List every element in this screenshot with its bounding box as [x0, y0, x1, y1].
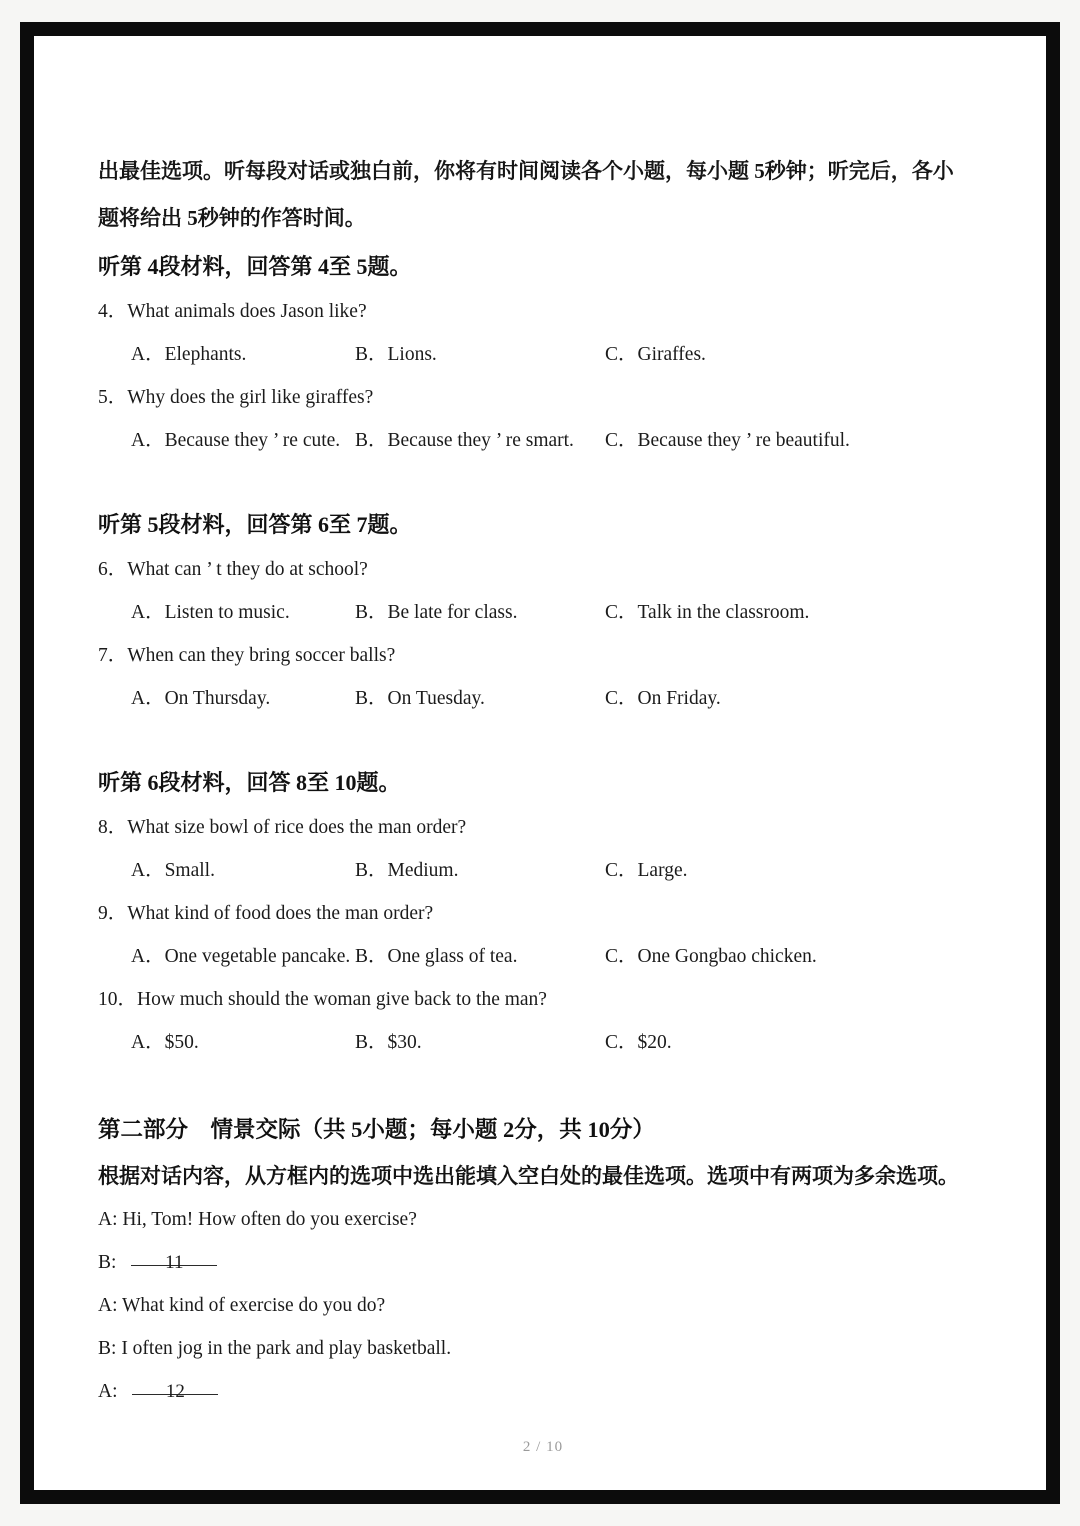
question-9-options — [98, 935, 988, 978]
question-4-option-b: B．Lions. — [355, 344, 437, 365]
dialogue-line-2 — [98, 1241, 988, 1284]
answer-blank-11: 11 — [131, 1241, 217, 1266]
question-9-text: 9．What kind of food does the man order? — [98, 903, 434, 924]
intro-line-2: 题将给出 5秒钟的作答时间。 — [98, 206, 366, 230]
dialogue-text: I often jog in the park and play basketball. — [121, 1338, 452, 1359]
question-6-text: 6．What can ’ t they do at school? — [98, 559, 368, 580]
dialogue-line-5 — [98, 1370, 988, 1413]
section-heading-material-5: 听第 5段材料，回答第 6至 7题。 — [98, 512, 412, 537]
question-8-options — [98, 849, 988, 892]
speaker-label: B: — [98, 1252, 117, 1273]
dialogue-line-4 — [98, 1327, 988, 1370]
question-8-option-a: A．Small. — [131, 860, 215, 881]
dialogue-line-1 — [98, 1198, 988, 1241]
question-8-text: 8．What size bowl of rice does the man order? — [98, 817, 467, 838]
question-8-option-b: B．Medium. — [355, 860, 459, 881]
question-6-options — [98, 591, 988, 634]
question-5-option-b: B．Because they ’ re smart. — [355, 430, 574, 451]
question-4-option-a: A．Elephants. — [131, 344, 247, 365]
question-4-options — [98, 333, 988, 376]
question-7-option-b: B．On Tuesday. — [355, 688, 485, 709]
speaker-label: A: — [98, 1295, 118, 1316]
question-10-options — [98, 1021, 988, 1064]
dialogue-text: What kind of exercise do you do? — [122, 1295, 386, 1316]
section-heading-material-4: 听第 4段材料，回答第 4至 5题。 — [98, 254, 412, 279]
part2-instruction: 根据对话内容，从方框内的选项中选出能填入空白处的最佳选项。选项中有两项为多余选项。 — [98, 1164, 959, 1188]
dialogue-text: Hi, Tom! How often do you exercise? — [122, 1209, 417, 1230]
document-page — [20, 22, 1060, 1504]
question-9-option-a: A．One vegetable pancake. — [131, 946, 351, 967]
question-5-text: 5．Why does the girl like giraffes? — [98, 387, 374, 408]
question-5-option-a: A．Because they ’ re cute. — [131, 430, 341, 451]
question-4-text: 4．What animals does Jason like? — [98, 301, 367, 322]
question-8-option-c: C．Large. — [605, 860, 688, 881]
speaker-label: A: — [98, 1209, 118, 1230]
question-10-text: 10．How much should the woman give back to the man? — [98, 989, 547, 1010]
answer-blank-12: 12 — [132, 1370, 218, 1395]
question-10-option-c: C．$20. — [605, 1032, 672, 1053]
question-6-option-a: A．Listen to music. — [131, 602, 290, 623]
question-6-option-b: B．Be late for class. — [355, 602, 518, 623]
question-7-option-a: A．On Thursday. — [131, 688, 271, 709]
section-heading-material-6: 听第 6段材料，回答 8至 10题。 — [98, 770, 401, 795]
page-number: 2 / 10 — [522, 1439, 564, 1455]
question-10-option-a: A．$50. — [131, 1032, 199, 1053]
question-5-options — [98, 419, 988, 462]
question-7-options — [98, 677, 988, 720]
part2-heading: 第二部分 情景交际（共 5小题；每小题 2分，共 10分） — [98, 1117, 655, 1142]
question-9-option-b: B．One glass of tea. — [355, 946, 518, 967]
question-10-option-b: B．$30. — [355, 1032, 422, 1053]
intro-line-1: 出最佳选项。听每段对话或独白前，你将有时间阅读各个小题，每小题 5秒钟；听完后，各小 — [98, 159, 954, 183]
speaker-label: B: — [98, 1338, 117, 1359]
question-9-option-c: C．One Gongbao chicken. — [605, 946, 817, 967]
question-7-text: 7．When can they bring soccer balls? — [98, 645, 396, 666]
intro-paragraph — [98, 148, 988, 242]
question-4-option-c: C．Giraffes. — [605, 344, 706, 365]
question-5-option-c: C．Because they ’ re beautiful. — [605, 430, 850, 451]
question-6-option-c: C．Talk in the classroom. — [605, 602, 810, 623]
speaker-label: A: — [98, 1381, 118, 1402]
question-7-option-c: C．On Friday. — [605, 688, 721, 709]
dialogue-line-3 — [98, 1284, 988, 1327]
